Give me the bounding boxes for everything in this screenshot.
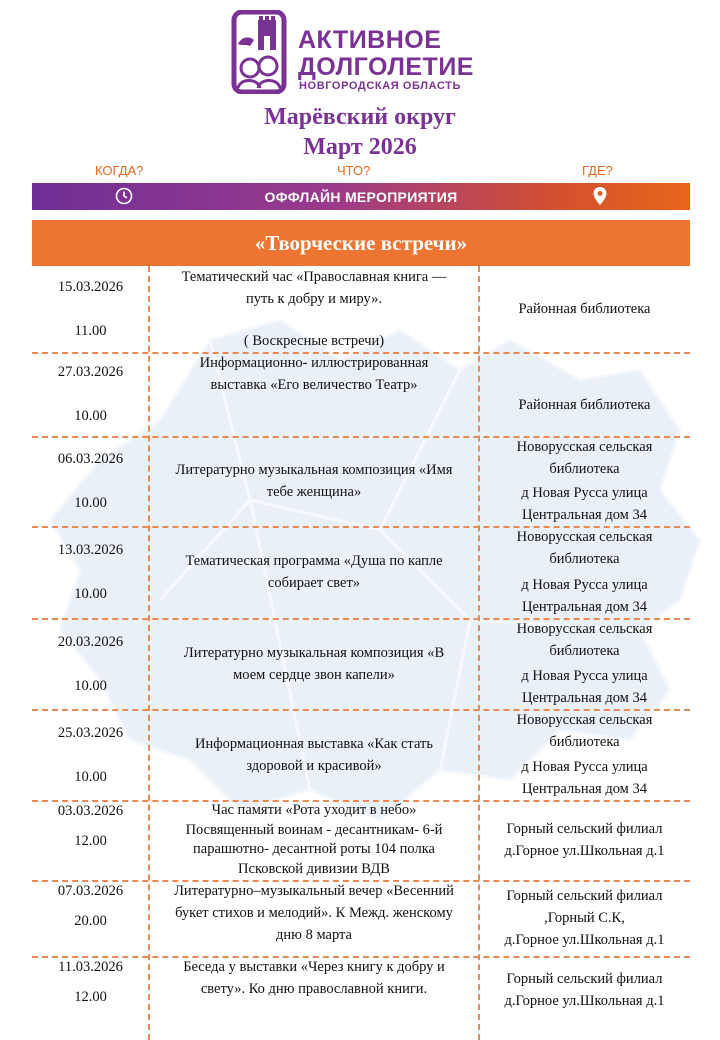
- event-location-line: д.Горное ул.Школьная д.1: [504, 932, 665, 948]
- event-description-line: свету». Ко дню православной книги.: [200, 981, 428, 997]
- event-date: 25.03.2026: [57, 724, 124, 741]
- event-datetime: [32, 956, 149, 1040]
- event-date: 20.03.2026: [57, 633, 124, 650]
- logo-subtitle: НОВГОРОДСКАЯ ОБЛАСТЬ: [299, 80, 461, 92]
- event-time: 12.00: [74, 989, 107, 1005]
- event-time: 10.00: [74, 677, 107, 694]
- logo-title-line2: ДОЛГОЛЕТИЕ: [298, 53, 474, 81]
- event-description-line: тебе женщина»: [266, 484, 362, 500]
- event-location: [479, 880, 690, 956]
- event-description: [149, 800, 479, 880]
- event-location-line: библиотека: [549, 461, 620, 477]
- event-location-line: Центральная дом 34: [522, 690, 647, 706]
- event-location-line: библиотека: [549, 734, 620, 750]
- event-location-line: д Новая Русса улица: [521, 485, 648, 501]
- event-description: [149, 352, 479, 436]
- event-date: 07.03.2026: [57, 883, 124, 899]
- column-label-when: КОГДА?: [95, 163, 144, 178]
- event-time: 10.00: [74, 586, 107, 602]
- logo: [228, 10, 508, 95]
- event-location-line: Районная библиотека: [518, 397, 651, 413]
- district-title: Марёвский округ: [264, 104, 456, 130]
- event-description: [149, 956, 479, 1040]
- event-description-line: Тематический час «Православная книга —: [181, 269, 447, 285]
- event-datetime: [32, 266, 149, 352]
- event-row: [32, 352, 690, 436]
- event-description: [149, 436, 479, 526]
- event-description: [149, 880, 479, 956]
- event-description-line: букет стихов и мелодий». К Межд. женскому: [175, 905, 453, 921]
- event-row: [32, 618, 690, 709]
- event-datetime: [32, 352, 149, 436]
- event-location-line: д.Горное ул.Школьная д.1: [504, 993, 665, 1009]
- event-row: [32, 266, 690, 352]
- section-title: «Творческие встречи»: [254, 231, 468, 255]
- event-time: 12.00: [74, 833, 107, 849]
- event-location-line: д Новая Русса улица: [521, 577, 648, 593]
- event-location-line: библиотека: [549, 643, 620, 659]
- event-location: [479, 436, 690, 526]
- event-description-line: Информационно- иллюстрированная: [199, 355, 429, 371]
- event-location-line: Новорусская сельская: [516, 712, 653, 728]
- column-label-what: ЧТО?: [337, 163, 371, 178]
- column-label-where: ГДЕ?: [582, 163, 613, 178]
- event-time: 10.00: [74, 495, 107, 511]
- event-location-line: Горный сельский филиал: [506, 888, 663, 904]
- event-description-line: Псковской дивизии ВДВ: [238, 860, 390, 877]
- event-time: 10.00: [74, 768, 107, 785]
- event-row: [32, 880, 690, 956]
- event-description-line: здоровой и красивой»: [246, 757, 382, 774]
- event-description-line: путь к добру и миру».: [245, 291, 383, 307]
- event-datetime: [32, 526, 149, 618]
- event-description: [149, 266, 479, 352]
- event-location-line: Новорусская сельская: [516, 529, 653, 545]
- event-description-line: Час памяти «Рота уходит в небо»: [211, 802, 417, 818]
- event-row: [32, 956, 690, 1040]
- event-location: [479, 266, 690, 352]
- event-row: [32, 800, 690, 880]
- event-description-line: Литературно музыкальная композиция «Имя: [175, 462, 453, 478]
- event-description-line: собирает свет»: [267, 575, 361, 591]
- event-location-line: Новорусская сельская: [516, 621, 653, 637]
- event-location-line: д Новая Русса улица: [521, 668, 648, 684]
- event-date: 13.03.2026: [57, 542, 124, 558]
- event-location: [479, 800, 690, 880]
- event-location-line: д.Горное ул.Школьная д.1: [504, 843, 665, 859]
- offline-events-title: ОФФЛАЙН МЕРОПРИЯТИЯ: [264, 189, 458, 205]
- event-row: [32, 709, 690, 800]
- logo-title-line1: АКТИВНОЕ: [298, 26, 442, 54]
- event-description-line: дню 8 марта: [276, 927, 352, 943]
- event-description-line: моем сердце звон капели»: [233, 666, 395, 683]
- event-description: [149, 618, 479, 709]
- event-location-line: Новорусская сельская: [516, 439, 653, 455]
- event-description: [149, 709, 479, 800]
- offline-events-bar: [32, 183, 690, 210]
- location-pin-icon: [592, 186, 608, 206]
- section-header: [32, 220, 690, 266]
- event-time: 10.00: [74, 408, 107, 424]
- event-date: 06.03.2026: [57, 451, 124, 467]
- event-date: 11.03.2026: [58, 959, 123, 975]
- event-datetime: [32, 709, 149, 800]
- event-location-line: Горный сельский филиал: [506, 821, 663, 837]
- event-location-line: Районная библиотека: [518, 301, 651, 317]
- event-location-line: д Новая Русса улица: [521, 759, 648, 775]
- event-date: 15.03.2026: [57, 279, 124, 295]
- event-location: [479, 956, 690, 1040]
- event-time: 11.00: [74, 323, 107, 339]
- event-row: [32, 436, 690, 526]
- event-description-line: ( Воскресные встречи): [243, 333, 385, 349]
- event-datetime: [32, 436, 149, 526]
- event-description-line: Посвященный воинам - десантникам- 6-й: [185, 821, 443, 838]
- event-location: [479, 352, 690, 436]
- event-datetime: [32, 618, 149, 709]
- event-description-line: парашютно- десантной роты 104 полка: [193, 841, 435, 857]
- event-time: 20.00: [74, 913, 107, 929]
- event-description-line: Литературно–музыкальный вечер «Весенний: [174, 883, 454, 899]
- event-location-line: ,Горный С.К,: [544, 910, 625, 926]
- event-location: [479, 709, 690, 800]
- event-location-line: Центральная дом 34: [522, 599, 647, 615]
- event-location: [479, 618, 690, 709]
- event-description-line: выставка «Его величество Театр»: [210, 377, 418, 393]
- event-location: [479, 526, 690, 618]
- event-datetime: [32, 800, 149, 880]
- event-location-line: Горный сельский филиал: [506, 971, 663, 987]
- event-location-line: Центральная дом 34: [522, 781, 647, 797]
- event-location-line: библиотека: [549, 551, 620, 567]
- month-title: Март 2026: [303, 134, 417, 160]
- event-description-line: Информационная выставка «Как стать: [195, 735, 433, 752]
- event-datetime: [32, 880, 149, 956]
- event-description-line: Литературно музыкальная композиция «В: [183, 644, 445, 661]
- longevity-emblem-icon: [228, 10, 290, 94]
- event-date: 03.03.2026: [57, 803, 124, 819]
- event-description-line: Тематическая программа «Душа по капле: [185, 553, 443, 569]
- event-description: [149, 526, 479, 618]
- event-description-line: Беседа у выставки «Через книгу к добру и: [183, 959, 445, 975]
- event-row: [32, 526, 690, 618]
- event-location-line: Центральная дом 34: [522, 507, 647, 523]
- event-date: 27.03.2026: [57, 364, 124, 380]
